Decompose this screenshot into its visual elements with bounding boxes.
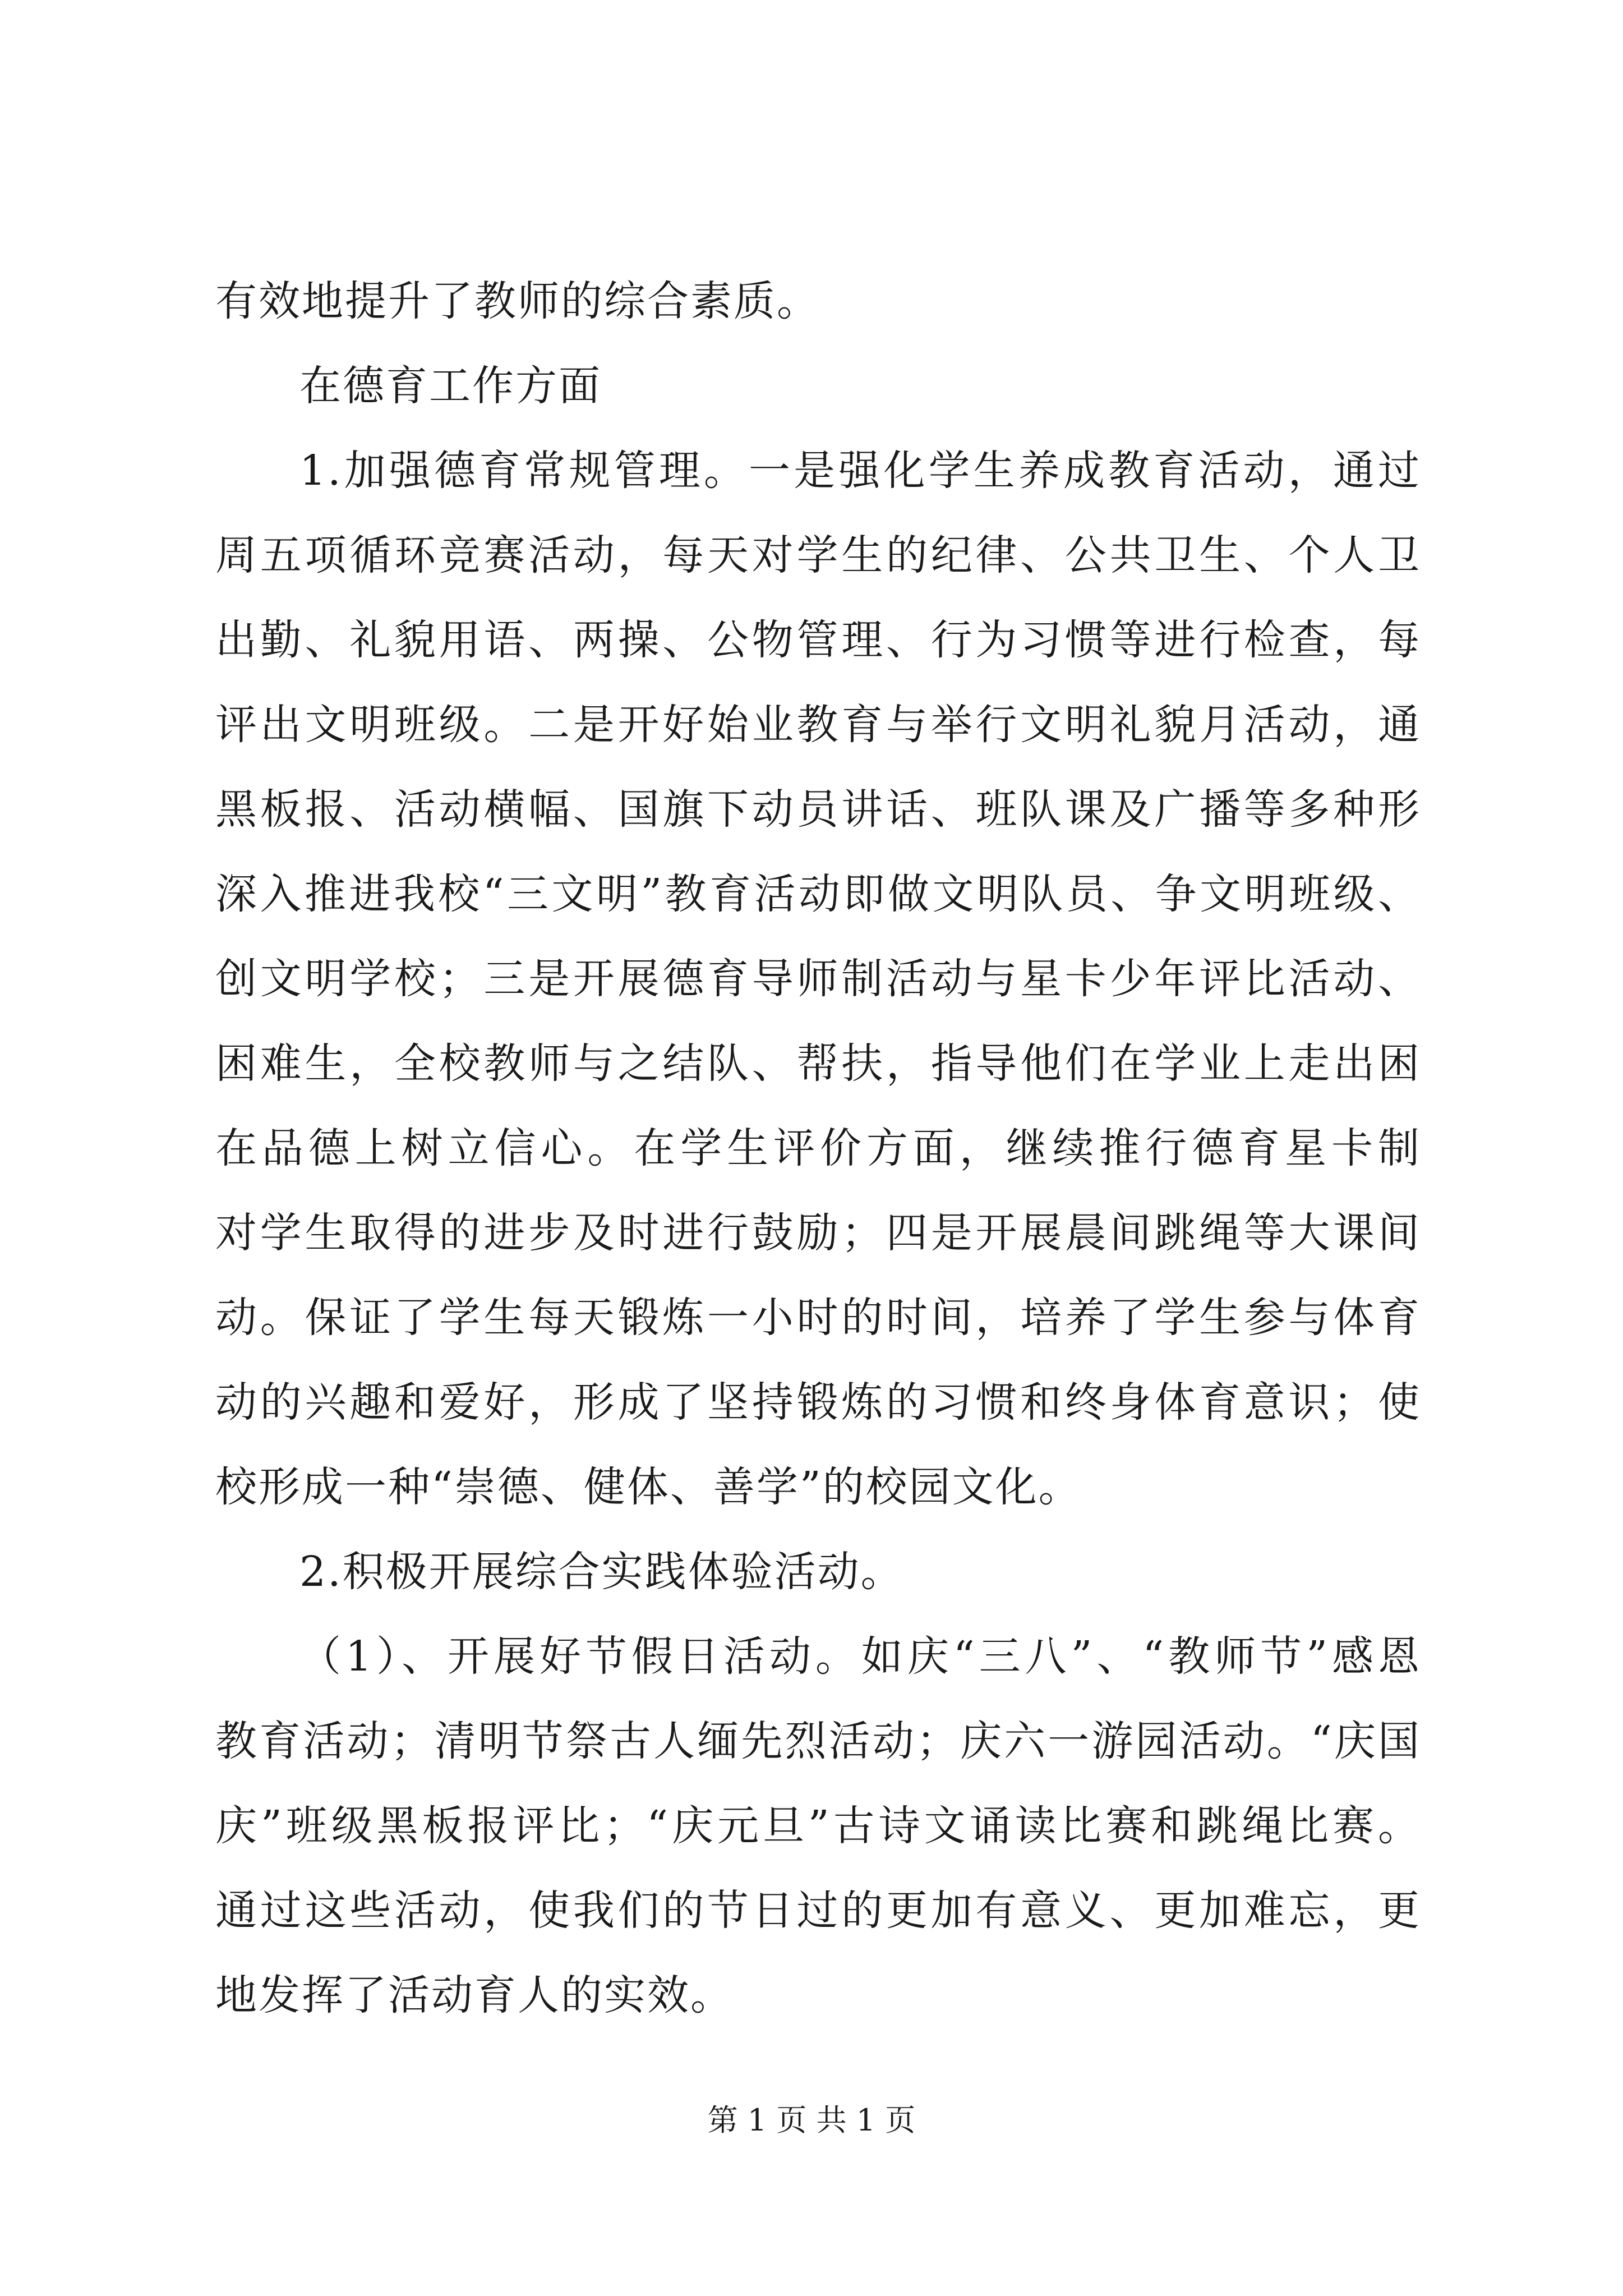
text-line: 教育活动；清明节祭古人缅先烈活动；庆六一游园活动。“庆国 (215, 1717, 1421, 1765)
text-line: 评出文明班级。二是开好始业教育与举行文明礼貌月活动，通 (215, 701, 1421, 749)
text-line: 对学生取得的进步及时进行鼓励；四是开展晨间跳绳等大课间 (215, 1209, 1421, 1257)
text-line: 校形成一种“崇德、健体、善学”的校园文化。 (215, 1463, 1082, 1511)
text-line: 1.加强德育常规管理。一是强化学生养成教育活动，通过 (299, 447, 1421, 495)
text-line: 有效地提升了教师的综合素质。 (215, 277, 820, 325)
text-line: 在品德上树立信心。在学生评价方面，继续推行德育星卡制 (215, 1124, 1421, 1172)
text-line: 通过这些活动，使我们的节日过的更加有意义、更加难忘，更 (215, 1887, 1421, 1935)
text-line: （1）、开展好节假日活动。如庆“三八”、“教师节”感恩 (299, 1632, 1421, 1681)
text-line: 周五项循环竞赛活动，每天对学生的纪律、公共卫生、个人卫 (215, 531, 1421, 579)
text-line: 困难生，全校教师与之结队、帮扶，指导他们在学业上走出困 (215, 1039, 1421, 1088)
document-body (215, 259, 1421, 2038)
text-line: 创文明学校；三是开展德育导师制活动与星卡少年评比活动、 (215, 955, 1421, 1003)
page-number-footer: 第 1 页 共 1 页 (707, 2102, 916, 2138)
text-line: 动。保证了学生每天锻炼一小时的时间，培养了学生参与体育 (215, 1294, 1421, 1342)
text-line: 黑板报、活动横幅、国旗下动员讲话、班队课及广播等多种形 (215, 785, 1421, 834)
text-line: 出勤、礼貌用语、两操、公物管理、行为习惯等进行检查，每 (215, 616, 1421, 664)
text-line: 动的兴趣和爱好，形成了坚持锻炼的习惯和终身体育意识；使 (215, 1378, 1421, 1427)
text-line: 地发挥了活动育人的实效。 (215, 1971, 734, 2019)
text-line: 深入推进我校“三文明”教育活动即做文明队员、争文明班级、 (215, 870, 1421, 918)
section-heading: 在德育工作方面 (299, 362, 602, 410)
section-heading: 2.积极开展综合实践体验活动。 (299, 1548, 904, 1596)
text-line: 庆”班级黑板报评比；“庆元旦”古诗文诵读比赛和跳绳比赛。 (215, 1802, 1421, 1850)
